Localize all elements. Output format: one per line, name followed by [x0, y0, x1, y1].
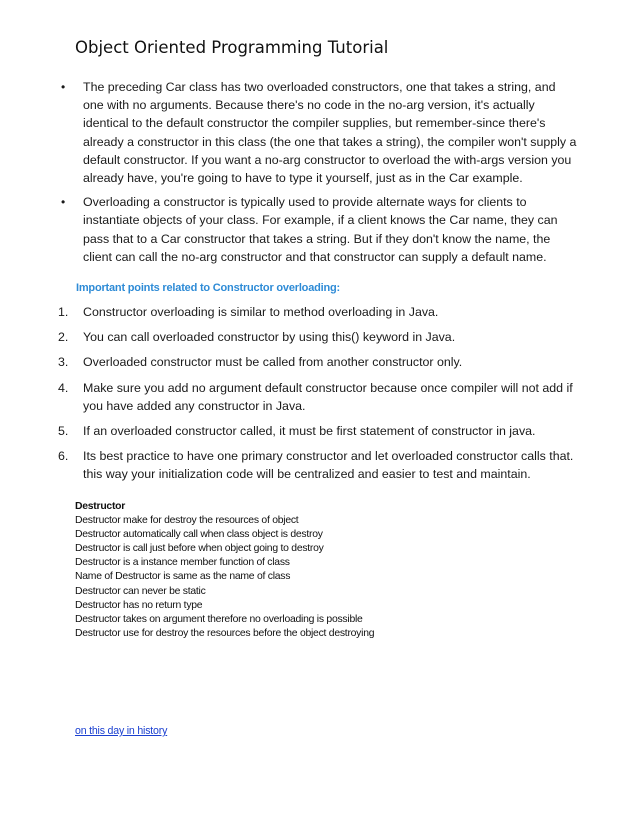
list-item	[58, 328, 578, 346]
destructor-line: Destructor make for destroy the resources of object	[75, 515, 299, 527]
bullet-item	[58, 78, 578, 187]
history-link[interactable]: on this day in history	[75, 725, 168, 737]
item-number: 4.	[58, 380, 69, 395]
destructor-line: Name of Destructor is same as the name of class	[75, 571, 291, 583]
item-number: 6.	[58, 449, 69, 464]
item-text: Overloaded constructor must be called from another constructor only.	[83, 355, 463, 370]
bullet-text: Overloading a constructor is typically used to provide alternate ways for clients to instantiate objects of your class. For example, if a client knows the Car name, they can pass that to a Car constructor that takes a string. But if they don't know the name, the client can call the no-arg constructor and that constructor can supply a default name.	[83, 195, 558, 264]
list-item	[58, 379, 578, 415]
list-item	[58, 422, 578, 440]
important-points-heading: Important points related to Constructor overloading:	[76, 282, 340, 294]
destructor-line: Destructor is call just before when object going to destroy	[75, 543, 324, 555]
bullet-dot-icon: •	[61, 195, 66, 210]
list-item	[58, 353, 578, 371]
destructor-line: Destructor is a instance member function of class	[75, 557, 290, 569]
bullet-item	[58, 193, 578, 266]
destructor-line: Destructor takes on argument therefore no overloading is possible	[75, 613, 363, 625]
item-number: 1.	[58, 305, 69, 319]
list-item	[58, 447, 578, 483]
destructor-line: Destructor has no return type	[75, 599, 203, 611]
item-text: Its best practice to have one primary constructor and let overloaded constructor calls that. this way your initialization code will be centralized and easier to test and maintain.	[83, 449, 574, 482]
item-number: 5.	[58, 424, 69, 439]
destructor-line: Destructor can never be static	[75, 585, 206, 597]
page-title: Object Oriented Programming Tutorial	[75, 38, 389, 57]
destructor-section	[75, 500, 374, 641]
bullet-dot-icon: •	[61, 80, 66, 94]
item-text: If an overloaded constructor called, it must be first statement of constructor in java.	[83, 424, 536, 439]
bullet-text: The preceding Car class has two overloaded constructors, one that takes a string, and one with no arguments. Because there's no code in the no-arg version, it's actually identical to the default constructor the compiler supplies, but remember-since there's already a constructor in this class (the one that takes a string), the compiler won't supply a default constructor. If you want a no-arg constructor to overload the with-args version you already have, you're going to have to type it yourself, just as in the Car example.	[83, 80, 577, 186]
destructor-title: Destructor	[75, 501, 126, 512]
item-text: You can call overloaded constructor by using this() keyword in Java.	[83, 330, 456, 345]
bullet-list	[58, 78, 578, 272]
destructor-line: Destructor use for destroy the resources before the object destroying	[75, 627, 375, 639]
item-text: Make sure you add no argument default constructor because once compiler will not add if you have added any constructor in Java.	[83, 380, 573, 413]
item-number: 3.	[58, 355, 69, 370]
list-item	[58, 303, 578, 321]
item-text: Constructor overloading is similar to method overloading in Java.	[83, 305, 439, 319]
destructor-line: Destructor automatically call when class object is destroy	[75, 529, 323, 541]
item-number: 2.	[58, 330, 69, 345]
numbered-list	[58, 303, 578, 491]
